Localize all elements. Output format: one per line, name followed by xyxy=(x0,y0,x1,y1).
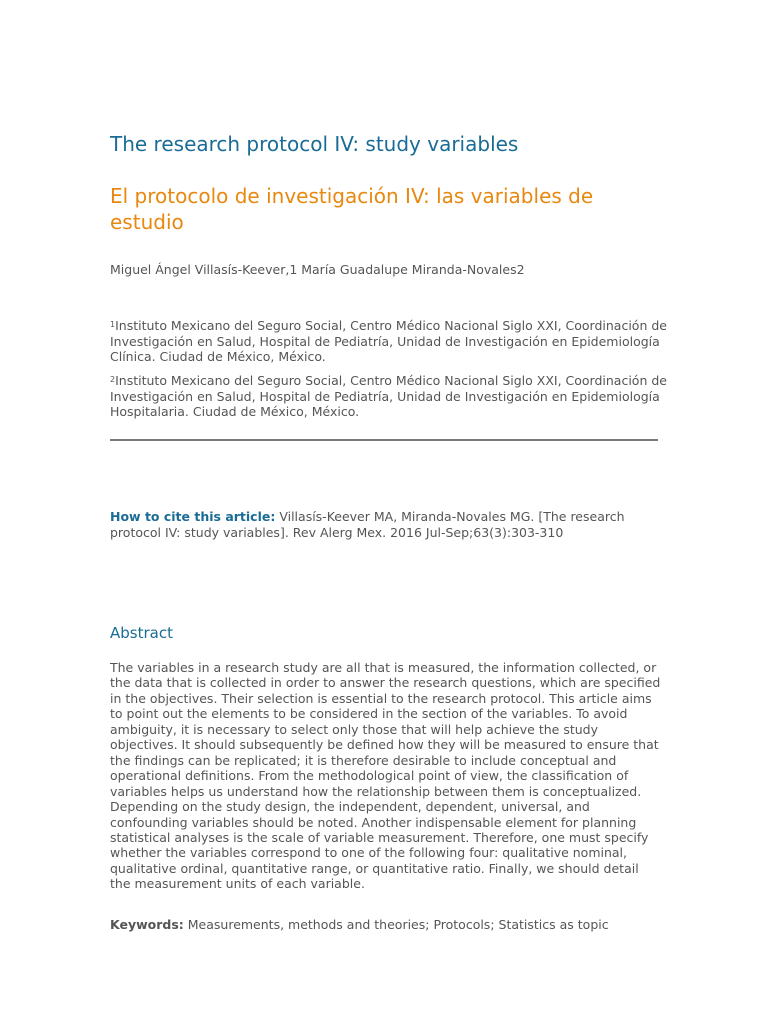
affiliation-2 xyxy=(110,373,670,420)
citation-text: Villasís-Keever MA, Miranda-Novales MG. [The research protocol IV: study variables]. Rev Alerg Mex. 2016 Jul-Sep;63(3):303-310 xyxy=(110,509,625,540)
citation-label: How to cite this article: xyxy=(110,509,276,524)
author-list: Miguel Ángel Villasís-Keever,1 María Guadalupe Miranda-Novales2 xyxy=(110,262,525,277)
keywords-line xyxy=(110,917,670,933)
abstract-body: The variables in a research study are all that is measured, the information collected, or the data that is collected in order to answer the research questions, which are specified in the objectives. Their selection is essential to the research protocol. This article aims to point out the elements to be considered in the section of the variables. To avoid ambiguity, it is necessary to select only those that will help achieve the study objectives. It should subsequently be defined how they will be measured to ensure that the findings can be replicated; it is therefore desirable to include conceptual and operational definitions. From the methodological point of view, the classification of variables helps us understand how the relationship between them is conceptualized. Depending on the study design, the independent, dependent, universal, and confounding variables should be noted. Another indispensable element for planning statistical analyses is the scale of variable measurement. Therefore, one must specify whether the variables correspond to one of the following four: qualitative nominal, qualitative ordinal, quantitative range, or quantitative ratio. Finally, we should detail the measurement units of each variable. xyxy=(110,660,661,892)
article-title-english: The research protocol IV: study variables xyxy=(110,132,519,156)
affiliation-number: 2 xyxy=(110,375,116,384)
citation-block xyxy=(110,509,662,540)
affiliation-text: Instituto Mexicano del Seguro Social, Centro Médico Nacional Siglo XXI, Coordinación de Investigación en Salud, Hospital de Pediatría, Unidad de Investigación en Epidemiología Clínica. Ciudad de México, México. xyxy=(110,318,667,364)
abstract-heading: Abstract xyxy=(110,624,173,642)
keywords-text: Measurements, methods and theories; Protocols; Statistics as topic xyxy=(183,917,609,932)
affiliation-text: Instituto Mexicano del Seguro Social, Centro Médico Nacional Siglo XXI, Coordinación de Investigación en Salud, Hospital de Pediatría, Unidad de Investigación en Epidemiología Hospitalaria. Ciudad de México, México. xyxy=(110,373,667,419)
article-title-spanish: El protocolo de investigación IV: las variables de estudio xyxy=(110,184,594,234)
section-divider xyxy=(110,439,658,441)
affiliation-number: 1 xyxy=(110,320,116,329)
affiliation-1 xyxy=(110,318,670,365)
keywords-label: Keywords: xyxy=(110,917,184,932)
